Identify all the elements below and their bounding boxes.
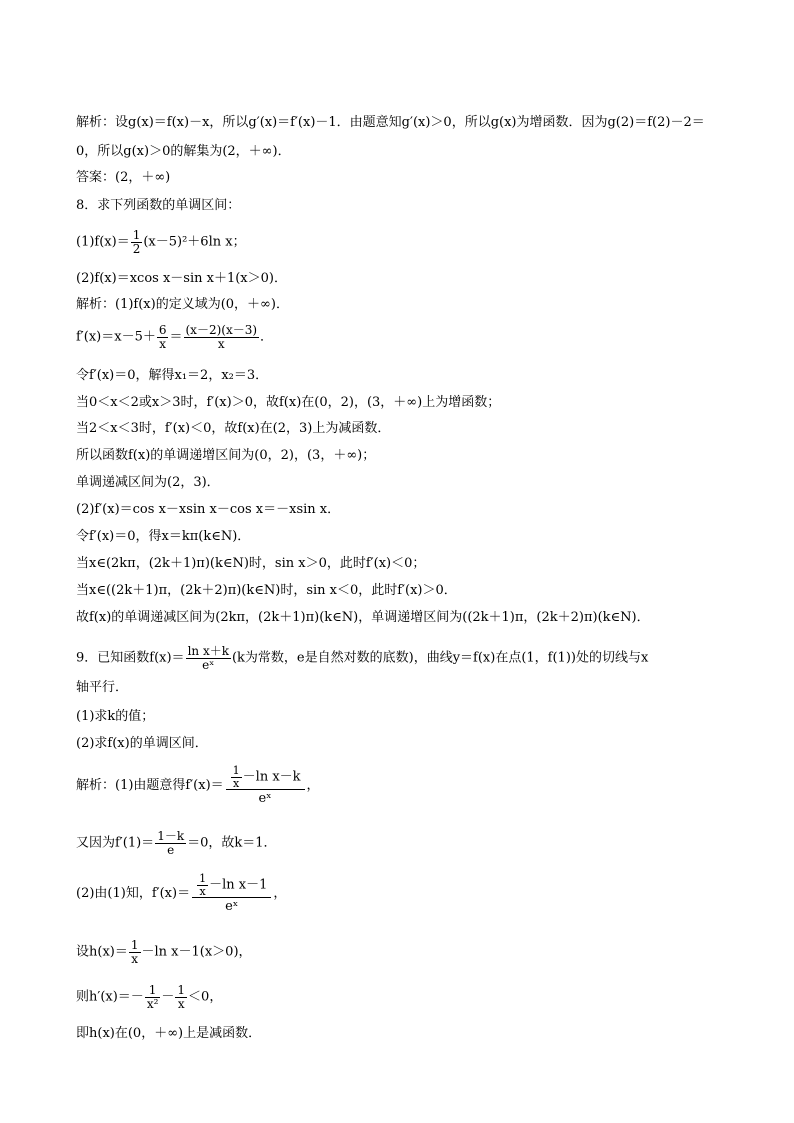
text-line: 轴平行．: [76, 680, 129, 695]
text-line: (2)求f(x)的单调区间．: [76, 736, 208, 751]
text-line: 当2＜x＜3时，f′(x)＜0，故f(x)在(2，3)上为减函数．: [76, 421, 391, 436]
text-line: 答案：(2，＋∞): [76, 170, 171, 185]
equation-line: [76, 939, 252, 965]
text-line: 单调递减区间为(2，3)．: [76, 475, 220, 490]
text-segment: ．: [260, 329, 274, 345]
denominator: 2: [132, 241, 141, 256]
numerator: [226, 765, 305, 789]
denominator: x: [197, 885, 208, 898]
text-line: (2)f′(x)＝cos x－xsin x－cos x＝－xsin x．: [76, 502, 341, 517]
equation-line: [76, 229, 246, 255]
denominator: x: [184, 337, 260, 351]
text-line: (1)求k的值；: [76, 709, 155, 724]
text-segment: 则h′(x)＝－: [76, 989, 144, 1005]
text-segment: －: [161, 989, 175, 1005]
text-segment: (x－5)²＋6ln x；: [143, 234, 246, 250]
numerator: 1: [130, 938, 139, 952]
denominator: eˣ: [192, 897, 271, 914]
text-line: 解析：设g(x)＝f(x)－x，所以g′(x)＝f′(x)－1．由题意知g′(x)＞0，所以g(x)为增函数．因为g(2)＝f(2)－2＝: [76, 115, 705, 130]
text-segment: 9．已知函数f(x)＝: [76, 650, 185, 666]
text-line: 故f(x)的单调递减区间为(2kπ，(2k＋1)π)(k∈N)，单调递增区间为((2k＋1)π，(2k＋2)π)(k∈N)．: [76, 610, 650, 625]
denominator: e: [155, 843, 186, 857]
denominator: x: [231, 777, 242, 790]
problem-heading: 8．求下列函数的单调区间：: [76, 198, 241, 213]
text-segment: (2)由(1)知，f′(x)＝: [76, 886, 191, 902]
text-line: 即h(x)在(0，＋∞)上是减函数．: [76, 1026, 262, 1041]
text-segment: ＝0，故k＝1．: [187, 835, 277, 851]
text-segment: f′(x)＝x－5＋: [76, 329, 156, 345]
numerator: 1: [132, 228, 141, 242]
denominator: x: [175, 997, 187, 1011]
fraction: [131, 229, 143, 255]
fraction: [129, 939, 141, 965]
numerator: 1: [199, 872, 207, 885]
numerator: [192, 873, 271, 897]
text-segment: －ln x－1(x＞0)，: [141, 944, 252, 960]
numerator: 1: [177, 983, 186, 997]
numerator: 6: [158, 323, 167, 337]
text-segment: －ln x－k: [242, 769, 301, 785]
equation-line: [76, 765, 320, 806]
text-segment: ，: [306, 778, 320, 794]
equation-line: [76, 873, 286, 914]
compound-fraction: [226, 765, 305, 806]
denominator: x: [157, 337, 169, 351]
text-segment: (1)f(x)＝: [76, 234, 130, 250]
text-line: 0，所以g(x)＞0的解集为(2，＋∞)．: [76, 144, 291, 159]
fraction: [186, 645, 231, 671]
text-line: 令f′(x)＝0，得x＝kπ(k∈N)．: [76, 529, 251, 544]
fraction: [184, 324, 260, 350]
numerator: ln x＋k: [187, 644, 229, 658]
text-line: 当x∈((2k＋1)π，(2k＋2)π)(k∈N)时，sin x＜0，此时f′(x)＞0．: [76, 583, 457, 598]
denominator: x²: [146, 996, 159, 1011]
fraction: [155, 830, 186, 856]
text-line: 所以函数f(x)的单调递增区间为(0，2)，(3，＋∞)；: [76, 448, 376, 463]
text-line: 令f′(x)＝0，解得x₁＝2，x₂＝3．: [76, 368, 269, 383]
text-segment: ＝: [169, 329, 183, 345]
problem-heading: [76, 645, 648, 671]
fraction: [157, 324, 169, 350]
text-line: (2)f(x)＝xcos x－sin x＋1(x＞0)．: [76, 271, 287, 286]
equation-line: [76, 984, 222, 1010]
fraction: [145, 984, 161, 1010]
fraction: [197, 873, 208, 897]
denominator: eˣ: [186, 658, 231, 672]
text-segment: 又因为f′(1)＝: [76, 835, 155, 851]
fraction: [231, 765, 242, 789]
compound-fraction: [192, 873, 271, 914]
numerator: 1－k: [157, 829, 185, 843]
numerator: 1: [232, 764, 240, 777]
denominator: x: [129, 952, 141, 966]
numerator: (x－2)(x－3): [185, 323, 258, 337]
text-segment: (k为常数，e是自然对数的底数)，曲线y＝f(x)在点(1，f(1))处的切线与x: [231, 650, 649, 666]
fraction: [175, 984, 187, 1010]
text-line: 解析：(1)f(x)的定义域为(0，＋∞)．: [76, 297, 289, 312]
text-line: 当x∈(2kπ，(2k＋1)π)(k∈N)时，sin x＞0，此时f′(x)＜0；: [76, 556, 426, 571]
text-line: 当0＜x＜2或x＞3时，f′(x)＞0，故f(x)在(0，2)，(3，＋∞)上为增函数；: [76, 395, 501, 410]
text-segment: 解析：(1)由题意得f′(x)＝: [76, 778, 224, 794]
numerator: 1: [148, 983, 157, 997]
denominator: eˣ: [226, 789, 305, 806]
equation-line: [76, 324, 273, 350]
equation-line: [76, 830, 277, 856]
text-segment: －ln x－1: [209, 877, 268, 893]
text-segment: 设h(x)＝: [76, 944, 128, 960]
text-segment: ，: [273, 886, 287, 902]
text-segment: ＜0，: [188, 989, 223, 1005]
